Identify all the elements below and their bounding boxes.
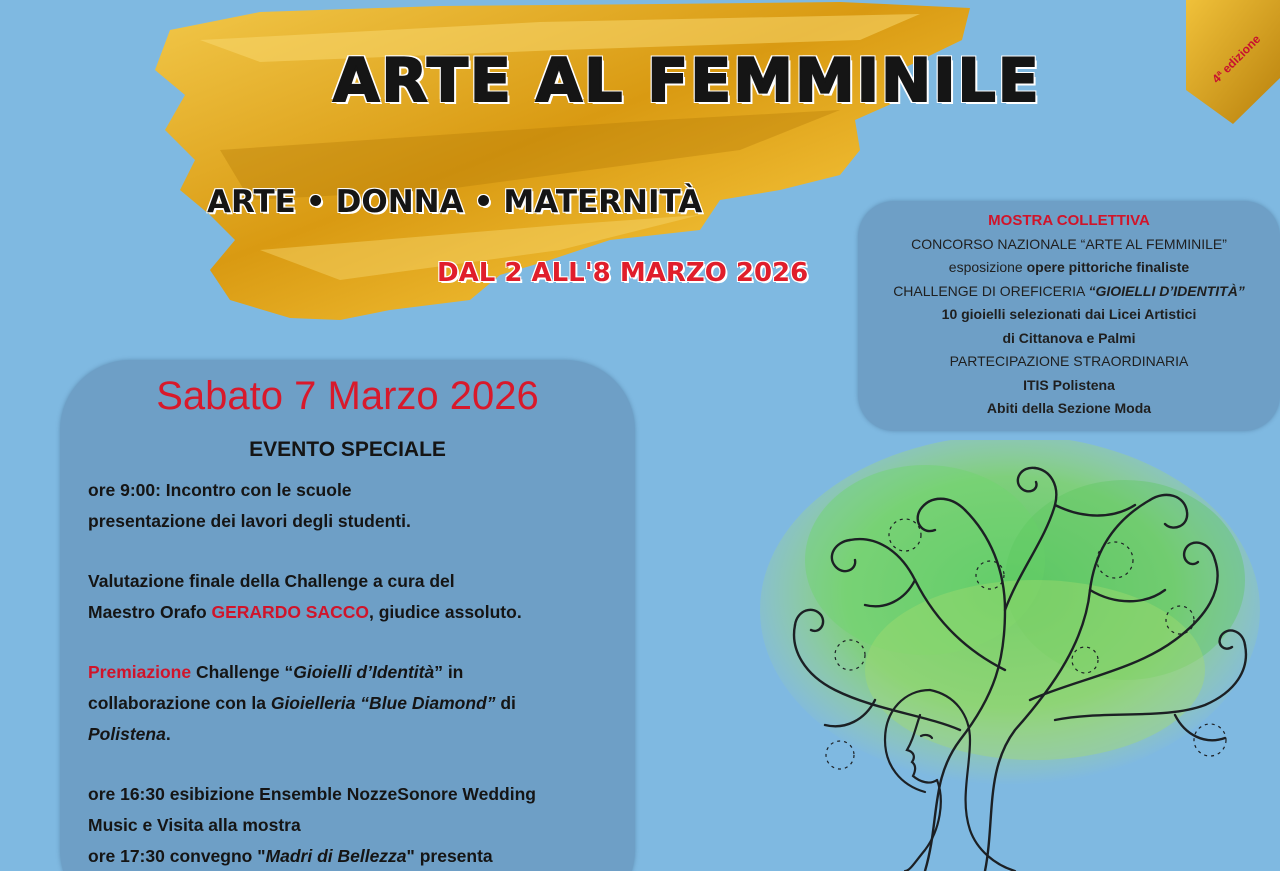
- edition-label: 4ª edizione: [1209, 31, 1264, 87]
- subtitle-word-maternity: MATERNITÀ: [503, 184, 703, 220]
- schedule-text: " presenta: [406, 846, 493, 866]
- exhibition-text: CHALLENGE DI OREFICERIA: [893, 282, 1089, 299]
- subtitle-word-woman: DONNA: [335, 184, 464, 220]
- schedule-line: [88, 719, 618, 750]
- challenge-name: “GIOIELLI D’IDENTITÀ”: [1088, 282, 1245, 299]
- poster-subtitle: [207, 184, 702, 220]
- exhibition-text: esposizione: [948, 259, 1027, 275]
- schedule-text: , giudice assoluto.: [369, 602, 522, 622]
- schedule-date: Sabato 7 Marzo 2026: [156, 374, 539, 418]
- exhibition-text-bold: Abiti della Sezione Moda: [986, 400, 1152, 416]
- maestro-name: GERARDO SACCO: [211, 602, 370, 622]
- schedule-line: ore 16:30 esibizione Ensemble NozzeSonore Wedding: [88, 784, 536, 804]
- tree-woman-illustration: [755, 440, 1280, 871]
- schedule-line: [88, 597, 618, 628]
- subtitle-word-art: ARTE: [207, 184, 296, 220]
- subtitle-separator: •: [305, 184, 326, 220]
- exhibition-line: CONCORSO NAZIONALE “ARTE AL FEMMINILE”: [911, 235, 1227, 252]
- exhibition-line: [858, 327, 1280, 351]
- city-name: Polistena: [88, 724, 166, 744]
- conference-title: Madri di Bellezza: [265, 846, 407, 866]
- exhibition-text-bold: opere pittoriche finaliste: [1026, 259, 1190, 275]
- schedule-line: [88, 841, 618, 871]
- exhibition-text-bold: ITIS Polistena: [1023, 376, 1115, 393]
- schedule-line: Valutazione finale della Challenge a cura del: [88, 571, 455, 591]
- exhibition-text-bold: di Cittanova e Palmi: [1002, 329, 1136, 346]
- exhibition-info-panel: [858, 201, 1280, 431]
- subtitle-separator: •: [473, 184, 494, 220]
- schedule-text: Challenge “: [191, 662, 294, 682]
- schedule-heading: EVENTO SPECIALE: [249, 438, 446, 461]
- schedule-text: collaborazione con la: [88, 693, 271, 713]
- exhibition-line: [858, 303, 1280, 327]
- exhibition-line: [858, 280, 1280, 304]
- schedule-text: ” in: [434, 662, 464, 682]
- exhibition-line: [858, 397, 1280, 421]
- award-label: Premiazione: [88, 662, 192, 682]
- schedule-line: [88, 657, 618, 688]
- schedule-line: [88, 688, 618, 719]
- exhibition-line: PARTECIPAZIONE STRAORDINARIA: [949, 353, 1189, 369]
- exhibition-line: [858, 256, 1280, 280]
- schedule-line: Music e Visita alla mostra: [88, 815, 301, 835]
- schedule-line: ore 9:00: Incontro con le scuole: [88, 480, 352, 500]
- exhibition-line: [858, 374, 1280, 398]
- exhibition-text-bold: 10 gioielli selezionati dai Licei Artistici: [941, 306, 1197, 322]
- event-dates: DAL 2 ALL'8 MARZO 2026: [437, 258, 809, 288]
- schedule-text: di: [495, 693, 516, 713]
- schedule-line: presentazione dei lavori degli studenti.: [88, 511, 411, 531]
- challenge-title: Gioielli d’Identità: [293, 662, 435, 682]
- exhibition-heading: MOSTRA COLLETTIVA: [988, 212, 1150, 229]
- schedule-text: .: [165, 724, 171, 744]
- schedule-body: [88, 475, 618, 871]
- schedule-text: ore 17:30 convegno ": [88, 846, 266, 866]
- poster-title: ARTE AL FEMMINILE: [333, 46, 1041, 116]
- jeweler-name: Gioielleria “Blue Diamond”: [270, 693, 496, 713]
- schedule-text: Maestro Orafo: [88, 602, 212, 622]
